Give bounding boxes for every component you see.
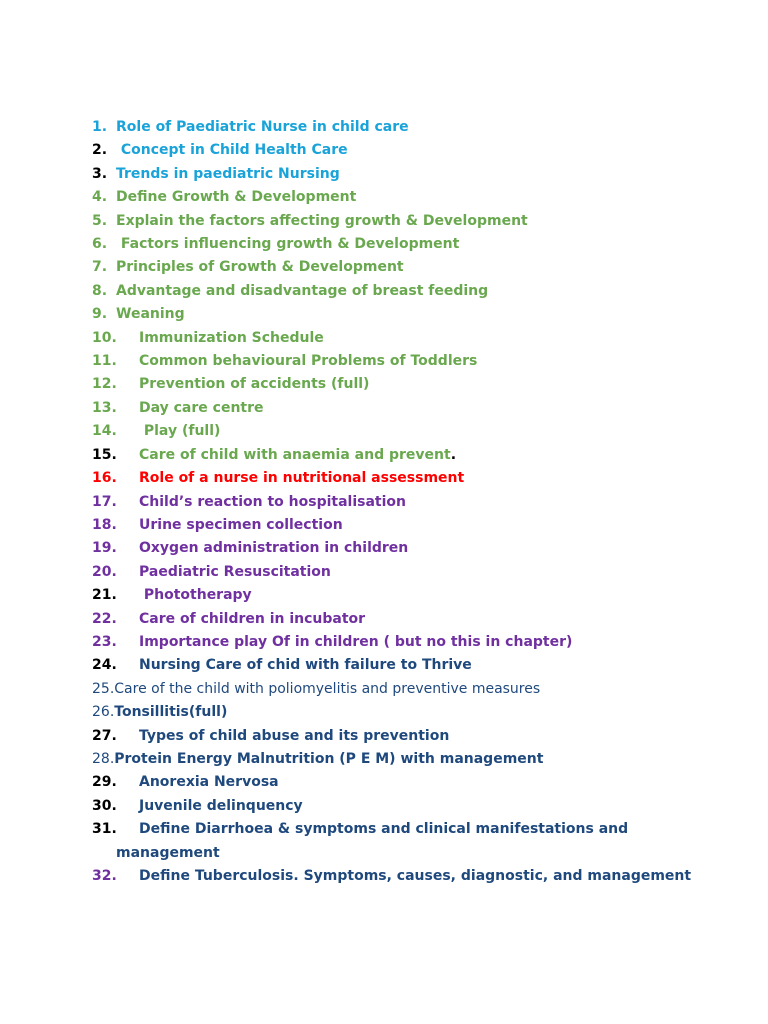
item-text: Types of child abuse and its prevention [139, 727, 450, 744]
list-item [92, 467, 732, 490]
item-number: 13. [92, 399, 117, 416]
item-text: Trends in paediatric Nursing [116, 165, 340, 182]
item-text: Explain the factors affecting growth & Development [116, 212, 528, 229]
item-text: Phototherapy [139, 587, 252, 604]
item-number: 8. [92, 282, 108, 299]
item-number: 26. [92, 704, 115, 721]
item-text: Anorexia Nervosa [139, 774, 279, 791]
item-number: 5. [92, 212, 108, 229]
item-number: 25. [92, 680, 115, 697]
list-item [92, 327, 732, 350]
item-text-suffix: . [450, 446, 457, 463]
item-number: 1. [92, 119, 108, 135]
list-item [92, 256, 732, 279]
item-number: 12. [92, 376, 117, 393]
list-item [92, 397, 732, 420]
item-number: 9. [92, 306, 108, 323]
item-number: 2. [92, 142, 108, 159]
item-text: Nursing Care of chid with failure to Thrive [139, 657, 472, 674]
item-number: 28. [92, 750, 115, 767]
item-number: 3. [92, 165, 108, 182]
list-item [92, 373, 732, 396]
item-number: 23. [92, 633, 117, 650]
list-item [92, 210, 732, 233]
item-number: 20. [92, 563, 117, 580]
item-text: Paediatric Resuscitation [139, 563, 331, 580]
topic-list [92, 116, 732, 888]
item-text: Common behavioural Problems of Toddlers [139, 353, 478, 370]
item-number: 14. [92, 423, 117, 440]
item-text: Day care centre [139, 399, 264, 416]
item-text: Urine specimen collection [139, 516, 343, 533]
item-text: Role of Paediatric Nurse in child care [116, 119, 409, 135]
list-item [92, 654, 732, 677]
item-number: 6. [92, 236, 108, 253]
item-number: 21. [92, 587, 117, 604]
item-text: Child’s reaction to hospitalisation [139, 493, 406, 510]
item-number: 15. [92, 446, 117, 463]
item-number: 4. [92, 189, 108, 206]
item-number: 7. [92, 259, 108, 276]
item-text: Care of children in incubator [139, 610, 366, 627]
item-number: 19. [92, 540, 117, 557]
item-number: 32. [92, 868, 117, 885]
list-item [92, 608, 732, 631]
item-number: 24. [92, 657, 117, 674]
list-item [92, 748, 732, 771]
list-item [92, 561, 732, 584]
item-text: Importance play Of in children ( but no this in chapter) [139, 633, 573, 650]
list-item [92, 491, 732, 514]
item-text: Define Diarrhoea & symptoms and clinical manifestations and management [116, 821, 629, 861]
item-text: Oxygen administration in children [139, 540, 409, 557]
item-text: Principles of Growth & Development [116, 259, 404, 276]
item-text [139, 447, 456, 463]
item-text-main: Care of child with anaemia and prevent [139, 446, 451, 463]
item-number: 17. [92, 493, 117, 510]
list-item [92, 116, 732, 139]
list-item [92, 303, 732, 326]
list-item [92, 514, 732, 537]
list-item [92, 795, 732, 818]
list-item [92, 350, 732, 373]
item-text: Advantage and disadvantage of breast feeding [116, 282, 489, 299]
list-item [92, 139, 732, 162]
item-number: 11. [92, 353, 117, 370]
list-item [92, 420, 732, 443]
item-text: Define Growth & Development [116, 189, 357, 206]
item-text: Care of the child with poliomyelitis and preventive measures [114, 680, 541, 697]
item-text: Juvenile delinquency [139, 797, 303, 814]
item-text: Factors influencing growth & Development [116, 236, 460, 253]
item-text: Prevention of accidents (full) [139, 376, 370, 393]
list-item [92, 163, 732, 186]
list-item [92, 280, 732, 303]
item-number: 22. [92, 610, 117, 627]
item-number: 30. [92, 797, 117, 814]
item-text: Concept in Child Health Care [116, 142, 348, 159]
item-text: Immunization Schedule [139, 329, 324, 346]
list-item [92, 725, 732, 748]
list-item [92, 631, 732, 654]
item-text: Tonsillitis(full) [114, 704, 228, 721]
item-number: 10. [92, 329, 117, 346]
list-item [92, 678, 732, 701]
list-item [92, 818, 732, 865]
item-number: 16. [92, 470, 117, 487]
item-text: Protein Energy Malnutrition (P E M) with management [114, 750, 544, 767]
list-item [92, 233, 732, 256]
list-item [92, 771, 732, 794]
list-item [92, 701, 732, 724]
item-number: 27. [92, 727, 117, 744]
item-text: Define Tuberculosis. Symptoms, causes, diagnostic, and management [139, 868, 692, 885]
item-number: 29. [92, 774, 117, 791]
list-item [92, 865, 732, 888]
list-item [92, 186, 732, 209]
list-item [92, 537, 732, 560]
item-number: 18. [92, 516, 117, 533]
item-text: Play (full) [139, 423, 221, 440]
item-text: Weaning [116, 306, 185, 323]
item-number: 31. [92, 821, 117, 838]
item-text: Role of a nurse in nutritional assessment [139, 470, 465, 487]
list-item [92, 584, 732, 607]
list-item [92, 444, 732, 467]
